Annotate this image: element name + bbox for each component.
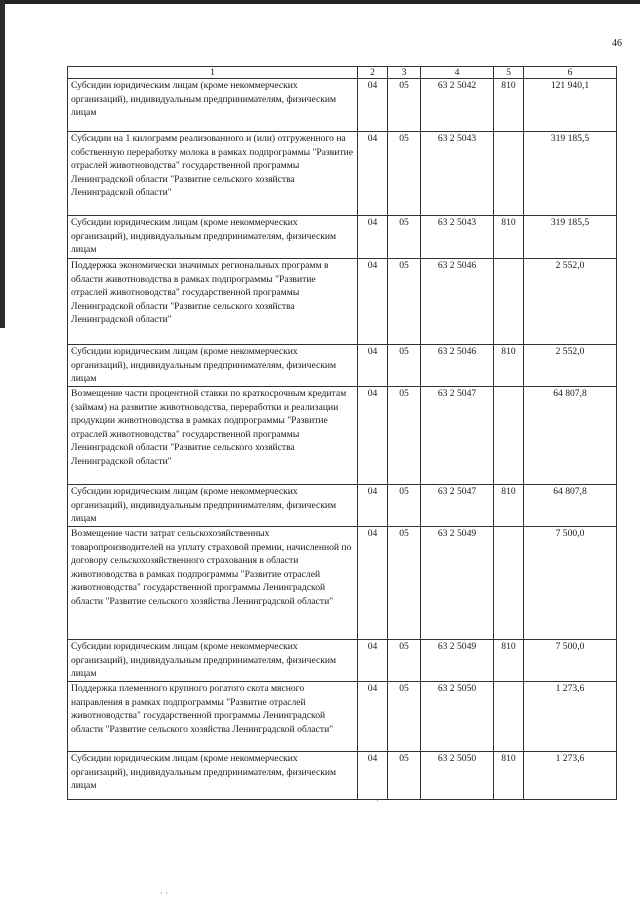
table-row <box>68 345 617 387</box>
table-header-row <box>68 67 617 79</box>
scan-speck: · · <box>160 888 169 898</box>
row-name: Субсидии юридическим лицам (кроме некоммерческих организаций), индивидуальным предпринимателям, физическим лицам <box>68 79 358 132</box>
header-col-name: 1 <box>68 67 358 79</box>
row-expense-type <box>494 387 524 485</box>
row-target-article: 63 2 5049 <box>421 527 494 640</box>
row-section: 04 <box>358 682 388 752</box>
row-target-article: 63 2 5046 <box>421 345 494 387</box>
row-subsection: 05 <box>388 752 421 800</box>
row-expense-type <box>494 527 524 640</box>
table-row <box>68 387 617 485</box>
table-row <box>68 527 617 640</box>
row-subsection: 05 <box>388 132 421 216</box>
row-target-article: 63 2 5047 <box>421 387 494 485</box>
scan-binding-edge <box>0 0 5 328</box>
row-expense-type: 810 <box>494 216 524 259</box>
row-section: 04 <box>358 752 388 800</box>
row-subsection: 05 <box>388 387 421 485</box>
row-section: 04 <box>358 527 388 640</box>
row-amount: 7 500,0 <box>524 640 617 682</box>
row-amount: 7 500,0 <box>524 527 617 640</box>
row-amount: 2 552,0 <box>524 259 617 345</box>
row-expense-type <box>494 259 524 345</box>
row-target-article: 63 2 5047 <box>421 485 494 527</box>
row-subsection: 05 <box>388 682 421 752</box>
row-amount: 64 807,8 <box>524 485 617 527</box>
row-expense-type: 810 <box>494 485 524 527</box>
row-subsection: 05 <box>388 485 421 527</box>
row-section: 04 <box>358 640 388 682</box>
header-col-section: 2 <box>358 67 388 79</box>
row-name: Субсидии юридическим лицам (кроме некоммерческих организаций), индивидуальным предпринимателям, физическим лицам <box>68 216 358 259</box>
header-col-amount: 6 <box>524 67 617 79</box>
row-amount: 1 273,6 <box>524 682 617 752</box>
row-subsection: 05 <box>388 79 421 132</box>
row-amount: 64 807,8 <box>524 387 617 485</box>
row-subsection: 05 <box>388 345 421 387</box>
row-amount: 2 552,0 <box>524 345 617 387</box>
row-subsection: 05 <box>388 259 421 345</box>
row-name: Возмещение части процентной ставки по краткосрочным кредитам (займам) на развитие животноводства, переработки и реализации продукции животноводства в рамках подпрограммы "Развитие отраслей животноводства" государственной программы Ленинградской области "Развитие сельского хозяйства Ленинградской области" <box>68 387 358 485</box>
row-amount: 121 940,1 <box>524 79 617 132</box>
table-row <box>68 640 617 682</box>
row-name: Субсидии юридическим лицам (кроме некоммерческих организаций), индивидуальным предпринимателям, физическим лицам <box>68 345 358 387</box>
row-target-article: 63 2 5042 <box>421 79 494 132</box>
row-name: Субсидии юридическим лицам (кроме некоммерческих организаций), индивидуальным предпринимателям, физическим лицам <box>68 752 358 800</box>
row-section: 04 <box>358 387 388 485</box>
row-target-article: 63 2 5050 <box>421 752 494 800</box>
row-target-article: 63 2 5049 <box>421 640 494 682</box>
row-name: Субсидии юридическим лицам (кроме некоммерческих организаций), индивидуальным предпринимателям, физическим лицам <box>68 640 358 682</box>
row-target-article: 63 2 5050 <box>421 682 494 752</box>
row-name: Возмещение части затрат сельскохозяйственных товаропроизводителей на уплату страховой премии, начисленной по договору сельскохозяйственного страхования в области животноводства в рамках подпрограммы "Развитие отраслей животноводства" государственной программы Ленинградской области "Развитие сельского хозяйства Ленинградской области" <box>68 527 358 640</box>
scan-top-border <box>0 0 640 4</box>
scan-speck: · <box>376 796 379 806</box>
table-row <box>68 132 617 216</box>
row-subsection: 05 <box>388 216 421 259</box>
row-amount: 319 185,5 <box>524 216 617 259</box>
header-col-expense-type: 5 <box>494 67 524 79</box>
row-name: Субсидии юридическим лицам (кроме некоммерческих организаций), индивидуальным предпринимателям, физическим лицам <box>68 485 358 527</box>
row-target-article: 63 2 5046 <box>421 259 494 345</box>
table-row <box>68 485 617 527</box>
table-row <box>68 682 617 752</box>
header-col-target-article: 4 <box>421 67 494 79</box>
row-name: Поддержка племенного крупного рогатого скота мясного направления в рамках подпрограммы "Развитие отраслей животноводства" государственной программы Ленинградской области "Развитие сельского хозяйства Ленинградской области" <box>68 682 358 752</box>
row-target-article: 63 2 5043 <box>421 216 494 259</box>
row-section: 04 <box>358 259 388 345</box>
table-row <box>68 79 617 132</box>
row-section: 04 <box>358 216 388 259</box>
page-number: 46 <box>612 38 622 49</box>
table-row <box>68 752 617 800</box>
row-name: Субсидии на 1 килограмм реализованного и (или) отгруженного на собственную переработку молока в рамках подпрограммы "Развитие отраслей животноводства" государственной программы Ленинградской области "Развитие сельского хозяйства Ленинградской области" <box>68 132 358 216</box>
row-target-article: 63 2 5043 <box>421 132 494 216</box>
header-col-subsection: 3 <box>388 67 421 79</box>
row-section: 04 <box>358 485 388 527</box>
row-name: Поддержка экономически значимых региональных программ в области животноводства в рамках подпрограммы "Развитие отраслей животноводства" государственной программы Ленинградской области "Развитие сельского хозяйства Ленинградской области" <box>68 259 358 345</box>
row-expense-type: 810 <box>494 752 524 800</box>
table-row <box>68 259 617 345</box>
row-expense-type <box>494 132 524 216</box>
row-expense-type <box>494 682 524 752</box>
budget-table <box>67 66 617 800</box>
row-section: 04 <box>358 79 388 132</box>
row-expense-type: 810 <box>494 345 524 387</box>
table-row <box>68 216 617 259</box>
row-amount: 319 185,5 <box>524 132 617 216</box>
row-section: 04 <box>358 345 388 387</box>
row-section: 04 <box>358 132 388 216</box>
row-expense-type: 810 <box>494 640 524 682</box>
row-subsection: 05 <box>388 527 421 640</box>
row-expense-type: 810 <box>494 79 524 132</box>
row-amount: 1 273,6 <box>524 752 617 800</box>
row-subsection: 05 <box>388 640 421 682</box>
